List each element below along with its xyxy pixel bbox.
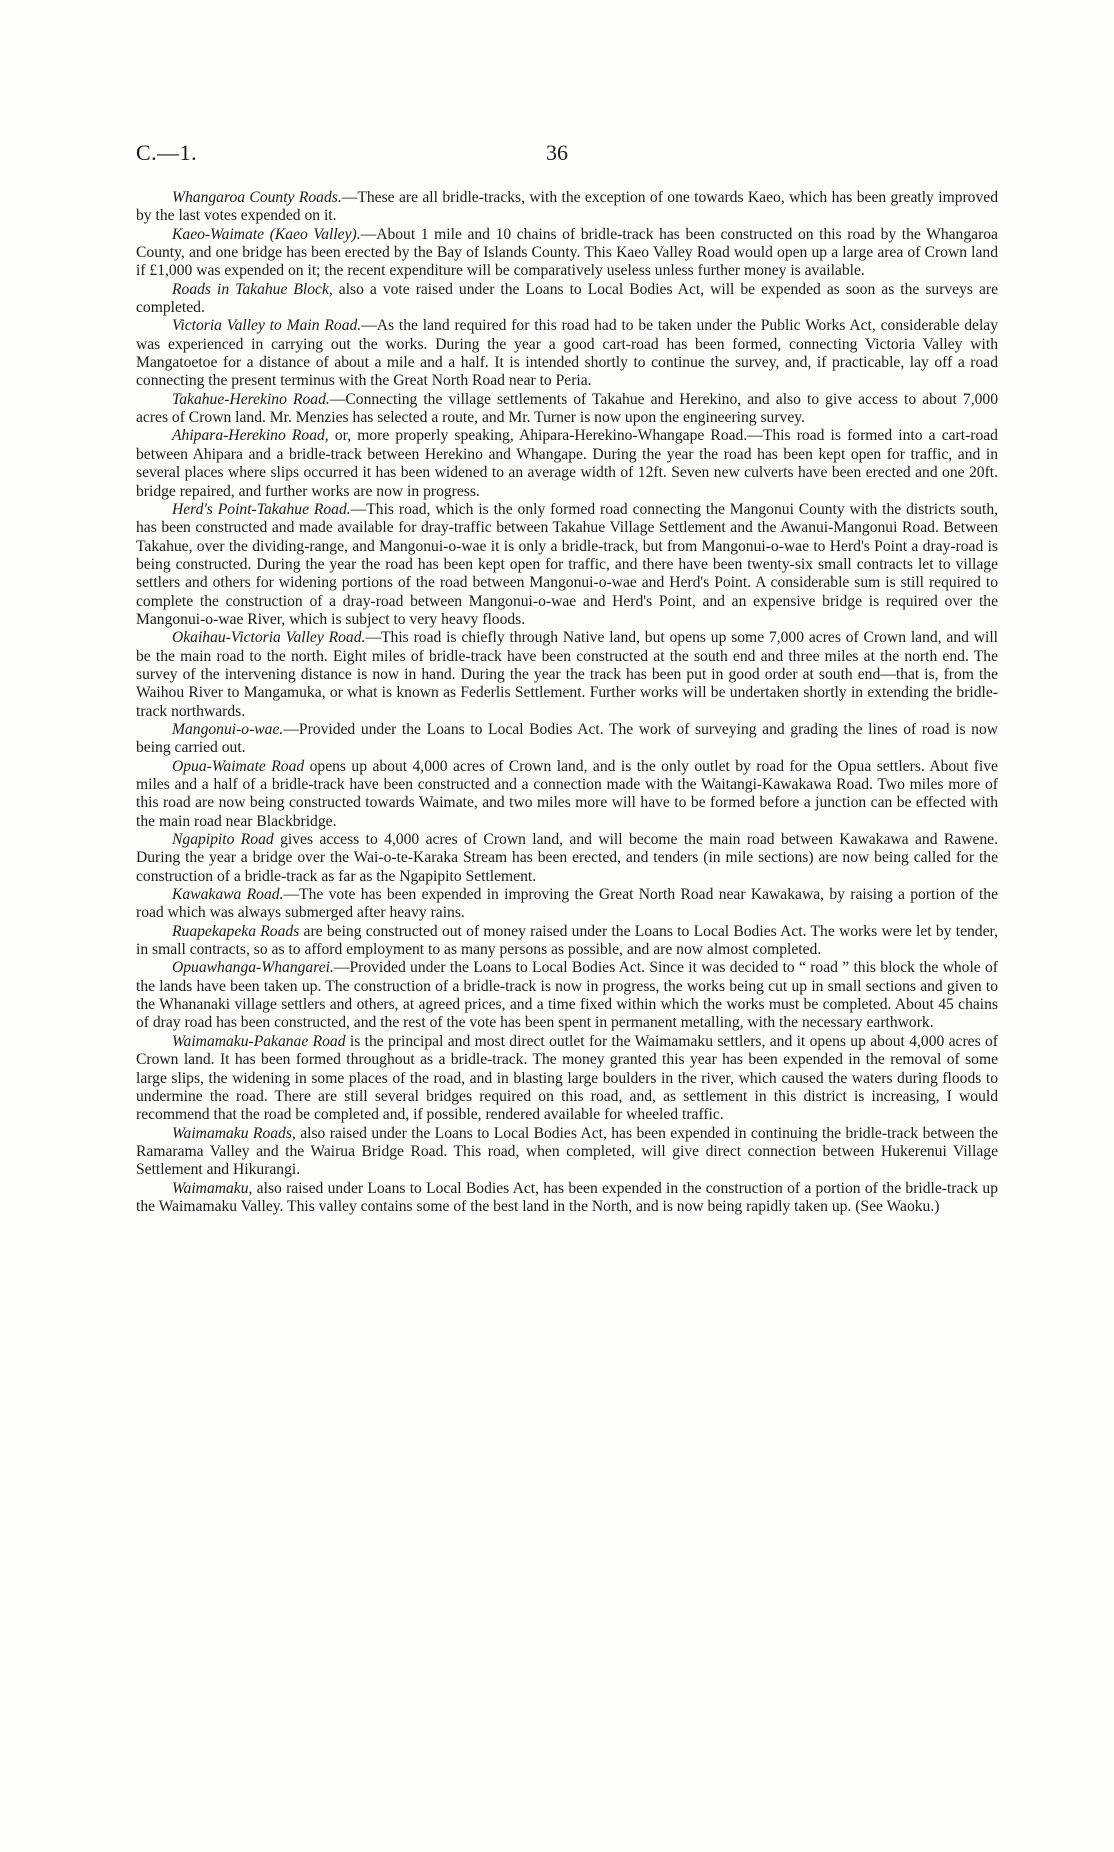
paragraph-text: also raised under the Loans to Local Bodies Act, has been expended in continuing the bridle-track between the Ramarama Valley and the Wairua Bridge Road. This road, when completed, will give direct connection between Hukerenui Village Settlement and Hikurangi. (136, 1124, 998, 1179)
paragraph-text: —Provided under the Loans to Local Bodies Act. The work of surveying and grading the lines of road is now being carried out. (136, 720, 998, 757)
paragraph-text: —The vote has been expended in improving the Great North Road near Kawakawa, by raising a portion of the road which was always submerged after heavy rains. (136, 886, 998, 922)
paragraph-kaeo-waimate (136, 226, 998, 281)
paragraph-kawakawa-road (136, 886, 998, 923)
paragraph-heading: Takahue-Herekino Road. (172, 390, 330, 408)
paragraph-heading: Ahipara-Herekino Road, (172, 427, 329, 445)
paragraph-text: —Connecting the village settlements of Takahue and Herekino, and also to give access to about 7,000 acres of Crown land. Mr. Menzies has selected a route, and Mr. Turner is now upon the engineering survey. (136, 390, 998, 427)
paragraph-heading: Waimamaku Roads, (172, 1124, 296, 1142)
paragraph-mangonui-o-wae (136, 721, 998, 758)
paragraph-text: —As the land required for this road had to be taken under the Public Works Act, considerable delay was experienced in carrying out the works. During the year a good cart-road has been formed, connecting Victoria Valley with Mangatoetoe for a distance of about a mile and a half. It is intended shortly to continue the survey, and, if practicable, lay off a road connecting the present terminus with the Great North Road near to Peria. (136, 317, 998, 390)
paragraph-heading: Roads in Takahue Block, (172, 280, 333, 298)
paragraph-heading: Kaeo-Waimate (Kaeo Valley). (172, 225, 361, 243)
paragraph-takahue-herekino-road (136, 391, 998, 428)
page-header (136, 140, 996, 170)
paragraph-text: —These are all bridle-tracks, with the exception of one towards Kaeo, which has been greatly improved by the last votes expended on it. (136, 189, 998, 225)
paragraph-heading: Opuawhanga-Whangarei. (172, 959, 334, 977)
paragraph-heading: Ruapekapeka Roads (172, 922, 300, 940)
paragraph-opuawhanga-whangarei (136, 959, 998, 1032)
paragraph-text: —Provided under the Loans to Local Bodies Act. Since it was decided to “ road ” this block the whole of the lands have been taken up. The construction of a bridle-track is now in progress, the works being cut up in small sections and given to the Whananaki village settlers and others, at agreed prices, and a time fixed within which the works must be completed. About 45 chains of dray road has been constructed, and the rest of the vote has been spent in permanent metalling, with the necessary earthwork. (136, 959, 998, 1032)
paragraph-heading: Whangaroa County Roads. (172, 189, 342, 206)
paragraph-text: also a vote raised under the Loans to Local Bodies Act, will be expended as soon as the surveys are completed. (136, 280, 999, 317)
body-text (136, 189, 998, 1216)
paragraph-heading: Waimamaku-Pakanae Road (172, 1032, 346, 1050)
paragraph-text: is the principal and most direct outlet for the Waimamaku settlers, and it opens up about 4,000 acres of Crown land. It has been formed throughout as a bridle-track. The money granted this year has been expended in the removal of some large slips, the widening in some places of the road, and in blasting large boulders in the river, which caused the waters during floods to undermine the road. There are still several bridges required on this road, and, as settlement in this district is increasing, I would recommend that the road be completed and, if possible, rendered available for wheeled traffic. (136, 1032, 998, 1124)
paragraph-heading: Victoria Valley to Main Road. (172, 317, 362, 335)
paragraph-heading: Waimamaku, (172, 1179, 253, 1197)
paragraph-heading: Herd's Point-Takahue Road. (172, 500, 351, 518)
paragraph-roads-in-takahue-block (136, 281, 998, 318)
paragraph-herds-point-takahue-road (136, 501, 998, 629)
paragraph-text: opens up about 4,000 acres of Crown land, and is the only outlet by road for the Opua settlers. About five miles and a half of a bridle-track have been constructed and a connection made with the Waitangi-Kawakawa Road. Two miles more of this road are now being constructed towards Waimate, and two miles more will have to be formed before a junction can be effected with the main road near Blackbridge. (136, 757, 998, 830)
paragraph-waimamaku-pakanae-road (136, 1033, 998, 1125)
paragraph-victoria-valley-to-main-road (136, 317, 998, 390)
document-reference: C.—1. (136, 140, 198, 165)
paragraph-waimamaku (136, 1180, 998, 1217)
paragraph-heading: Ngapipito Road (172, 831, 274, 849)
paragraph-text: —About 1 mile and 10 chains of bridle-track has been constructed on this road by the Whangaroa County, and one bridge has been erected by the Bay of Islands County. This Kaeo Valley Road would open up a large area of Crown land if £1,000 was expended on it; the recent expenditure will be comparatively useless unless further money is available. (136, 225, 998, 280)
paragraph-ngapipito-road (136, 831, 998, 886)
paragraph-heading: Mangonui-o-wae. (172, 720, 284, 738)
paragraph-heading: Okaihau-Victoria Valley Road. (172, 629, 366, 647)
paragraph-waimamaku-roads (136, 1125, 998, 1180)
paragraph-text: —This road, which is the only formed road connecting the Mangonui County with the districts south, has been constructed and made available for dray-traffic between Takahue Village Settlement and the Awanui-Mangonui Road. Between Takahue, over the dividing-range, and Mangonui-o-wae it is only a bridle-track, but from Mangonui-o-wae to Herd's Point a dray-road is being constructed. During the year the road has been kept open for traffic, and there have been twenty-six small contracts let to village settlers and others for widening portions of the road between Mangonui-o-wae and Herd's Point. A considerable sum is still required to complete the construction of a dray-road between Mangonui-o-wae and Herd's Point, and an expensive bridge is required over the Mangonui-o-wae River, which is subject to very heavy floods. (136, 500, 999, 628)
page-number: 36 (546, 140, 568, 165)
paragraph-heading: Kawakawa Road. (172, 886, 284, 904)
paragraph-opua-waimate-road (136, 758, 998, 831)
paragraph-text: or, more properly speaking, Ahipara-Herekino-Whangape Road.—This road is formed into a cart-road between Ahipara and a bridle-track between Herekino and Whangape. During the year the road has been kept open for traffic, and in several places where slips occurred it has been widened to an average width of 12ft. Seven new culverts have been erected and one 20ft. bridge repaired, and further works are now in progress. (136, 427, 998, 500)
paragraph-text: gives access to 4,000 acres of Crown land, and will become the main road between Kawakawa and Rawene. During the year a bridge over the Wai-o-te-Karaka Stream has been erected, and tenders (in mile sections) are now being called for the construction of a bridle-track as far as the Ngapipito Settlement. (136, 831, 999, 885)
paragraph-ahipara-herekino-road (136, 427, 998, 500)
paragraph-text: —This road is chiefly through Native land, but opens up some 7,000 acres of Crown land, and will be the main road to the north. Eight miles of bridle-track have been constructed at the south end and three miles at the north end. The survey of the intervening distance is now in hand. During the year the track has been put in good order at south end—that is, from the Waihou River to Mangamuka, or what is known as Federlis Settlement. Further works will be undertaken shortly in extending the bridle-track northwards. (136, 629, 999, 720)
paragraph-text: are being constructed out of money raised under the Loans to Local Bodies Act. The works were let by tender, in small contracts, so as to afford employment to as many persons as possible, and are now almost completed. (136, 922, 998, 959)
paragraph-okaihau-victoria-valley-road (136, 629, 998, 721)
paragraph-text: also raised under Loans to Local Bodies Act, has been expended in the construction of a portion of the bridle-track up the Waimamaku Valley. This valley contains some of the best land in the North, and is now being rapidly taken up. (See Waoku.) (136, 1179, 998, 1215)
paragraph-whangaroa-county-roads (136, 189, 998, 226)
paragraph-heading: Opua-Waimate Road (172, 757, 305, 775)
paragraph-ruapekapeka-roads (136, 923, 998, 960)
